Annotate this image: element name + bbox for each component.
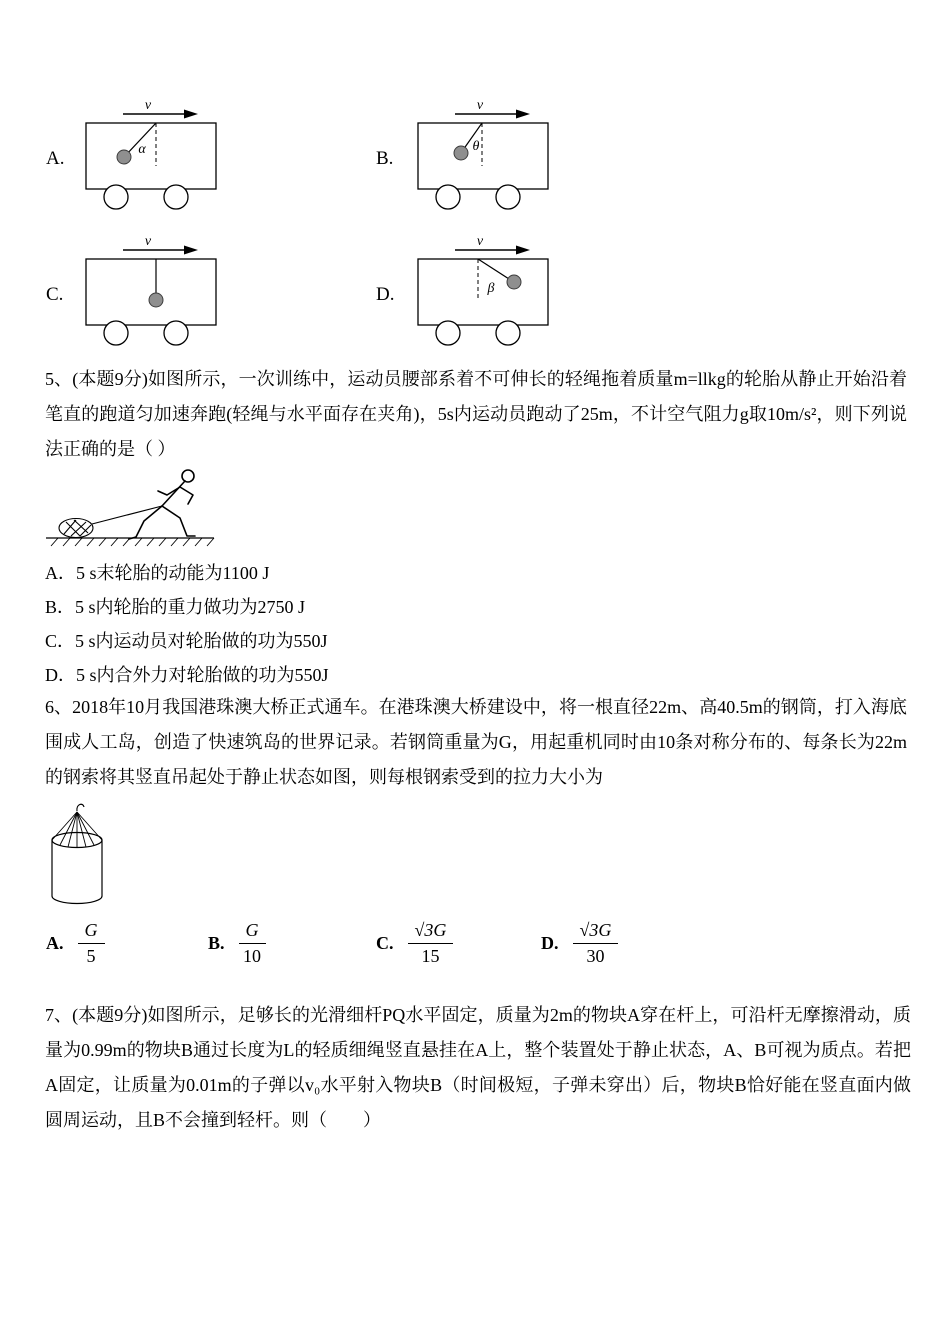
fraction-numerator: √3G [573, 920, 619, 944]
velocity-arrow [455, 98, 530, 119]
angle-label: β [487, 281, 495, 296]
hook [77, 804, 84, 811]
q6-options-row [0, 920, 950, 980]
q6-option-a-fraction [78, 920, 105, 966]
q6-option-b [208, 920, 266, 966]
q5-option-b: B．5 s内轮胎的重力做功为2750 J [45, 597, 306, 617]
angle-label: θ [472, 139, 480, 154]
velocity-label: v [476, 234, 484, 249]
q6-option-a [46, 920, 105, 966]
q6-option-b-fraction [239, 920, 266, 966]
fraction-denominator: 30 [586, 945, 605, 966]
wheel-left [436, 185, 460, 209]
cylinder-figure [42, 800, 112, 912]
fraction-numerator: G [239, 920, 266, 944]
velocity-arrow [455, 234, 530, 255]
fraction-numerator: G [78, 920, 105, 944]
question-7-text: 7、(本题9分)如图所示，足够长的光滑细杆PQ水平固定，质量为2m的物块A穿在杆上，可沿杆无摩擦滑动，质量为0.99m的物块B通过长度为L的轻质细绳竖直悬挂在A上，整个装置处于静止状态，A、B可视为质点。若把A固定，让质量为0.01m的子弹以v₀水平射入物块B（时间极短，子弹未穿出）后，物块B恰好能在竖直面内做圆周运动，且B不会撞到轻杆。则（ ） [45, 1005, 911, 1130]
cart-diagram-b [410, 98, 585, 212]
q6-option-a-label: A. [46, 932, 64, 953]
runner-tire-figure [40, 462, 220, 554]
velocity-arrow [123, 234, 198, 255]
cart-option-label-b: B. [376, 148, 394, 169]
velocity-label: v [144, 234, 152, 249]
q5-option-a: A．5 s末轮胎的动能为1100 J [45, 563, 270, 583]
q5-option-d: D．5 s内合外力对轮胎做的功为550J [45, 665, 329, 685]
q6-option-b-label: B. [208, 932, 225, 953]
tire [59, 519, 93, 538]
runner [129, 470, 195, 539]
cart-body [418, 259, 548, 325]
question-6-text: 6、2018年10月我国港珠澳大桥正式通车。在港珠澳大桥建设中，将一根直径22m、高40.5m的钢筒，打入海底围成人工岛，创造了快速筑岛的世界记录。若钢筒重量为G，用起重机同时由10条对称分布的、每条长为22m的钢索将其竖直吊起处于静止状态如图，则每根钢索受到的拉力大小为 [45, 697, 907, 787]
cart-option-label-a: A. [46, 148, 65, 169]
q6-option-d-label: D. [541, 932, 559, 953]
fraction-numerator: √3G [408, 920, 454, 944]
cart-option-label-d: D. [376, 284, 395, 305]
cables [52, 812, 102, 848]
pendulum-ball [149, 293, 163, 307]
pendulum-ball [117, 150, 131, 164]
cart-diagram-d [410, 234, 585, 348]
wheel-right [496, 185, 520, 209]
cart-diagram-a [78, 98, 253, 212]
velocity-label: v [144, 98, 152, 113]
velocity-label: v [476, 98, 484, 113]
pendulum-string [478, 259, 509, 279]
cart-option-label-c: C. [46, 284, 64, 305]
fraction-denominator: 5 [86, 945, 96, 966]
fraction-denominator: 15 [421, 945, 440, 966]
q6-option-c-fraction [408, 920, 454, 966]
cart-body [86, 123, 216, 189]
cart-diagram-c [78, 234, 253, 348]
cart-body [86, 259, 216, 325]
pendulum-ball [507, 275, 521, 289]
cart-body [418, 123, 548, 189]
wheel-right [496, 321, 520, 345]
wheel-right [164, 321, 188, 345]
wheel-left [436, 321, 460, 345]
wheel-right [164, 185, 188, 209]
ground-hatching [51, 538, 214, 546]
q6-option-c [376, 920, 453, 966]
wheel-left [104, 321, 128, 345]
fraction-denominator: 10 [243, 945, 262, 966]
q5-option-c: C．5 s内运动员对轮胎做的功为550J [45, 631, 328, 651]
wheel-left [104, 185, 128, 209]
question-5-text: 5、(本题9分)如图所示，一次训练中，运动员腰部系着不可伸长的轻绳拖着质量m=llkg的轮胎从静止开始沿着笔直的跑道匀加速奔跑(轻绳与水平面存在夹角)，5s内运动员跑动了25m，不计空气阻力g取10m/s²，则下列说法正确的是（ ） [45, 369, 907, 459]
q6-option-d [541, 920, 618, 966]
q6-option-d-fraction [573, 920, 619, 966]
pendulum-ball [454, 146, 468, 160]
angle-label: α [138, 142, 146, 157]
velocity-arrow [123, 98, 198, 119]
q6-option-c-label: C. [376, 932, 394, 953]
